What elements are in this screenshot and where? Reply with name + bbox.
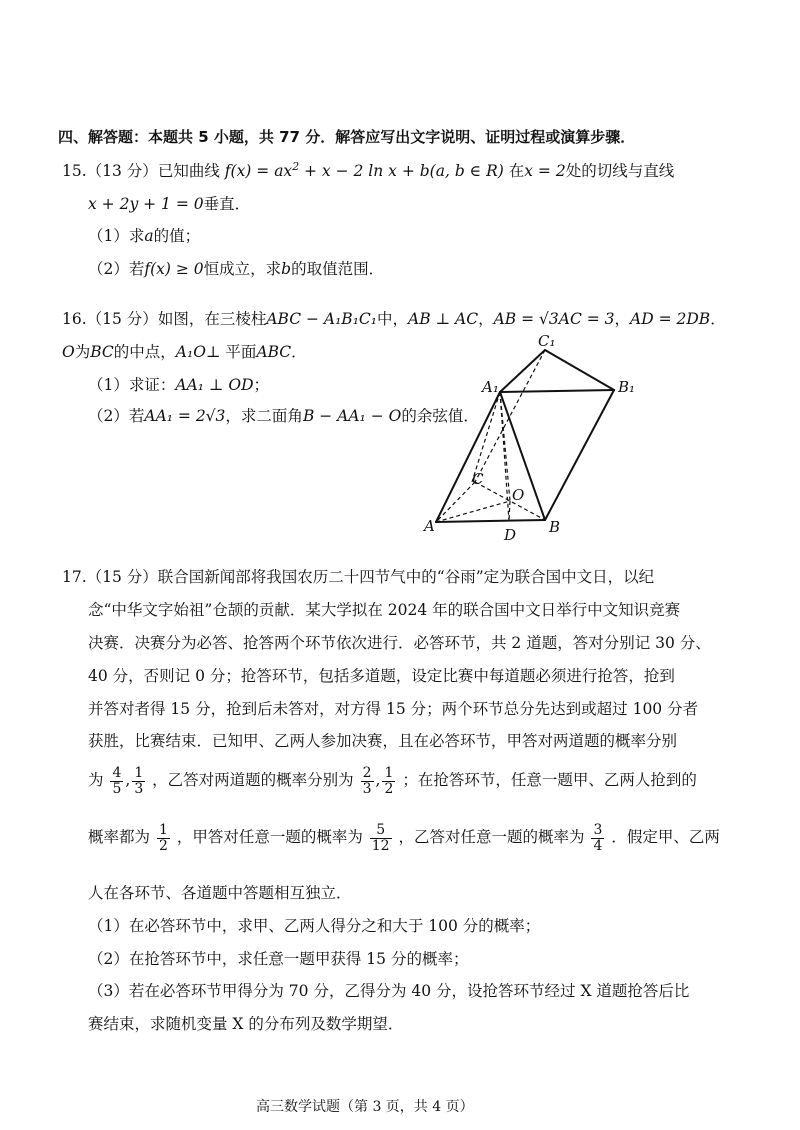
q15-part-2: （2）若f(x) ≥ 0恒成立，求b的取值范围． bbox=[88, 260, 385, 278]
fraction-5-12: $\frac{5}{12}$ bbox=[371, 822, 390, 854]
edge-A1B1 bbox=[500, 390, 614, 392]
edge-CB bbox=[475, 482, 545, 520]
edge-C1A1 bbox=[500, 350, 545, 392]
fraction-3-4: $\frac{3}{4}$ bbox=[593, 822, 603, 854]
edge-OD bbox=[509, 501, 510, 521]
label-C1: C₁ bbox=[538, 332, 556, 350]
q17-part-3: （3）若在必答环节甲得分为 70 分，乙得分为 40 分，设抢答环节经过 X 道题抢答后比 bbox=[88, 982, 690, 1000]
label-C: C bbox=[472, 470, 484, 488]
q15-text: 处的切线与直线 bbox=[565, 162, 675, 180]
q15-point: x = 2 bbox=[524, 162, 566, 180]
edge-C1B1 bbox=[545, 350, 614, 390]
fraction-1-2-grab: $\frac{1}{2}$ bbox=[158, 822, 168, 854]
q16-number: 16. bbox=[62, 310, 87, 328]
q17-part-2: （2）在抢答环节中，求任意一题甲获得 15 分的概率； bbox=[88, 950, 469, 968]
fraction-1-2: $\frac{1}{2}$ bbox=[384, 765, 394, 797]
fraction-4-5: $\frac{4}{5}$ bbox=[112, 765, 122, 797]
label-A: A bbox=[424, 517, 435, 535]
edge-A1B bbox=[500, 392, 545, 520]
edge-C1C bbox=[475, 350, 545, 482]
page-footer: 高三数学试题（第 3 页，共 4 页） bbox=[256, 1099, 474, 1115]
section-header: 四、解答题：本题共 5 小题，共 77 分．解答应写出文字说明、证明过程或演算步骤． bbox=[58, 128, 636, 146]
q17-line-8: 概率都为 $\frac{1}{2}$ ，甲答对任意一题的概率为 $\frac{5}{12}$ ，乙答对任意一题的概率为 $\frac{3}{4}$ ．假定甲、乙两 bbox=[88, 822, 720, 854]
q15-score: （13 分） bbox=[86, 162, 158, 180]
prism-solid-edges bbox=[436, 350, 614, 522]
q16-score: （15 分） bbox=[86, 310, 158, 328]
edge-A1D bbox=[500, 392, 509, 521]
q17-line-5: 并答对者得 15 分，抢到后未答对，对方得 15 分；两个环节总分先达到或超过 100 分者 bbox=[88, 700, 699, 718]
fraction-2-3: $\frac{2}{3}$ bbox=[362, 765, 372, 797]
q17-line-3: 决赛．决赛分为必答、抢答两个环节依次进行．必答环节，共 2 道题，答对分别记 30 分、 bbox=[88, 634, 711, 652]
label-B1: B₁ bbox=[618, 378, 636, 396]
edge-A1O bbox=[500, 392, 510, 501]
q15-text: 已知曲线 bbox=[157, 162, 220, 180]
q15-line-equation: x + 2y + 1 = 0 bbox=[88, 195, 204, 213]
q15-line-1 bbox=[62, 160, 674, 182]
edge-AO bbox=[436, 501, 510, 522]
q17-part-3-cont: 赛结束，求随机变量 X 的分布列及数学期望． bbox=[88, 1015, 404, 1033]
q17-line-4: 40 分，否则记 0 分；抢答环节，包括多道题，设定比赛中每道题必须进行抢答，抢到 bbox=[88, 667, 675, 685]
fraction-1-3: $\frac{1}{3}$ bbox=[134, 765, 144, 797]
label-D: D bbox=[504, 526, 517, 544]
label-B: B bbox=[549, 518, 561, 536]
q17-line-9: 人在各环节、各道题中答题相互独立． bbox=[88, 884, 352, 902]
q15-number: 15. bbox=[62, 162, 87, 180]
q15-function: $f(x) = ax^2 + x - 2$ ln x + b(a, b ∈ R) bbox=[224, 159, 504, 180]
q16-part-1: （1）求证：AA₁ ⊥ OD； bbox=[88, 376, 270, 394]
label-A1: A₁ bbox=[482, 378, 499, 396]
q17-line-1: 17.（15 分）联合国新闻部将我国农历二十四节气中的“谷雨”定为联合国中文日，以纪 bbox=[62, 568, 655, 586]
edge-B1B bbox=[545, 390, 614, 520]
q15-text: 在 bbox=[508, 162, 525, 180]
q17-line-6: 获胜，比赛结束．已知甲、乙两人参加决赛，且在必答环节，甲答对两道题的概率分别 bbox=[88, 732, 678, 750]
label-O: O bbox=[512, 486, 525, 504]
q15-line-2 bbox=[88, 193, 250, 215]
q17-line-7: 为 $\frac{4}{5}$ , $\frac{1}{3}$ ，乙答对两道题的概率分别为 $\frac{2}{3}$ , $\frac{1}{2}$ ；在抢答环节，任意一题甲、乙两人抢到的 bbox=[88, 765, 697, 797]
q16-part-2: （2）若AA₁ = 2√3，求二面角B − AA₁ − O的余弦值． bbox=[88, 407, 479, 425]
q17-line-2: 念“中华文字始祖”仓颉的贡献．某大学拟在 2024 年的联合国中文日举行中文知识竞赛 bbox=[88, 601, 681, 619]
prism-hidden-edges bbox=[436, 350, 545, 522]
edge-CA bbox=[436, 482, 475, 522]
q16-line-2: O为BC的中点，A₁O⊥ 平面ABC． bbox=[62, 343, 307, 361]
q15-text: 垂直． bbox=[203, 195, 251, 213]
q17-part-1: （1）在必答环节中，求甲、乙两人得分之和大于 100 分的概率； bbox=[88, 917, 541, 935]
q15-part-1: （1）求a的值； bbox=[88, 227, 201, 245]
edge-AB bbox=[436, 520, 545, 522]
q16-line-1: 16.（15 分）如图，在三棱柱ABC − A₁B₁C₁中，AB ⊥ AC，AB = √3AC = 3，AD = 2DB． bbox=[62, 310, 726, 328]
